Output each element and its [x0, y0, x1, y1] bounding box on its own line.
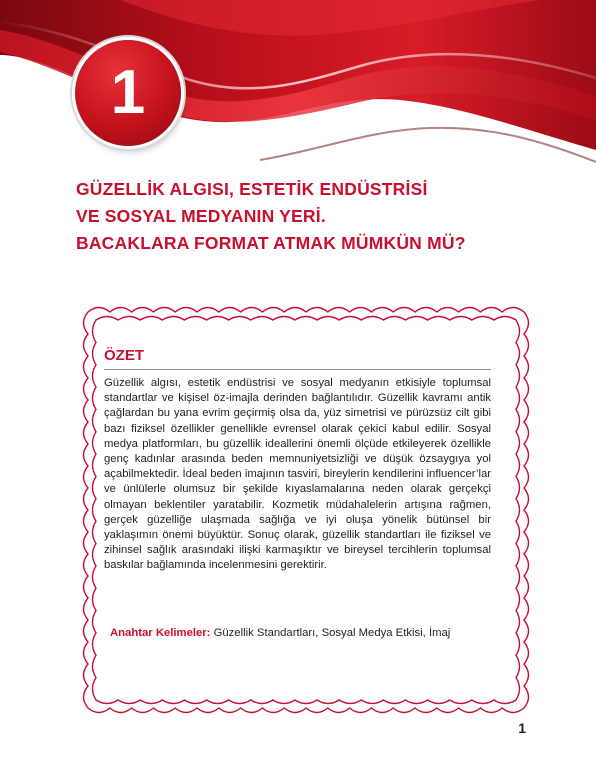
chapter-title-line-3: BACAKLARA FORMAT ATMAK MÜMKÜN MÜ? [76, 233, 466, 253]
chapter-badge [75, 40, 181, 146]
summary-text: Güzellik algısı, estetik endüstrisi ve sosyal medyanın etkisiyle toplumsal standartlar ve kişisel öz-imajla derinden bağlantılıdır. Güzellik kavramı antik çağlardan bu yana evrim geçirmiş olsa da, yüz simetrisi ve pürüzsüz cilt gibi bazı fiziksel özellikler genellikle evrensel olarak çekici kabul edilir. Sosyal medya platformları, bu güzellik ideallerini önemli ölçüde etkileyerek özellikle genç kadınlar arasında beden memnuniyetsizliği ve düşük özsaygıya yol açabilmektedir. İdeal beden imajının tasviri, bireylerin kendilerini influencer’lar ve ünlülerle olumsuz bir şekilde kıyaslamalarına neden olarak gerçekçi olmayan beklentiler yaratabilir. Kozmetik müdahalelerin artışına rağmen, gerçek güzelliğe ulaşmada sağlığa ve iyi oluşa yönelik bütünsel bir yaklaşımın önemi büyüktür. Sonuç olarak, güzellik standartları ile fiziksel ve zihinsel sağlık arasındaki ilişki karmaşıktır ve bireysel tercihlerin toplumsal baskılar bağlamında incelenmesini gerektirir. [104, 377, 491, 572]
keywords-text: Güzellik Standartları, Sosyal Medya Etkisi, İmaj [213, 627, 451, 639]
summary-divider [104, 369, 491, 370]
chapter-title-line-2: VE SOSYAL MEDYANIN YERİ. [76, 206, 326, 226]
chapter-number: 1 [110, 58, 146, 127]
page-number: 1 [518, 720, 526, 736]
chapter-title-line-1: GÜZELLİK ALGISI, ESTETİK ENDÜSTRİSİ [76, 179, 428, 199]
keywords-label: Anahtar Kelimeler: [110, 627, 211, 639]
chapter-title [76, 176, 546, 257]
keywords-line [110, 626, 500, 641]
summary-heading: ÖZET [104, 347, 144, 364]
